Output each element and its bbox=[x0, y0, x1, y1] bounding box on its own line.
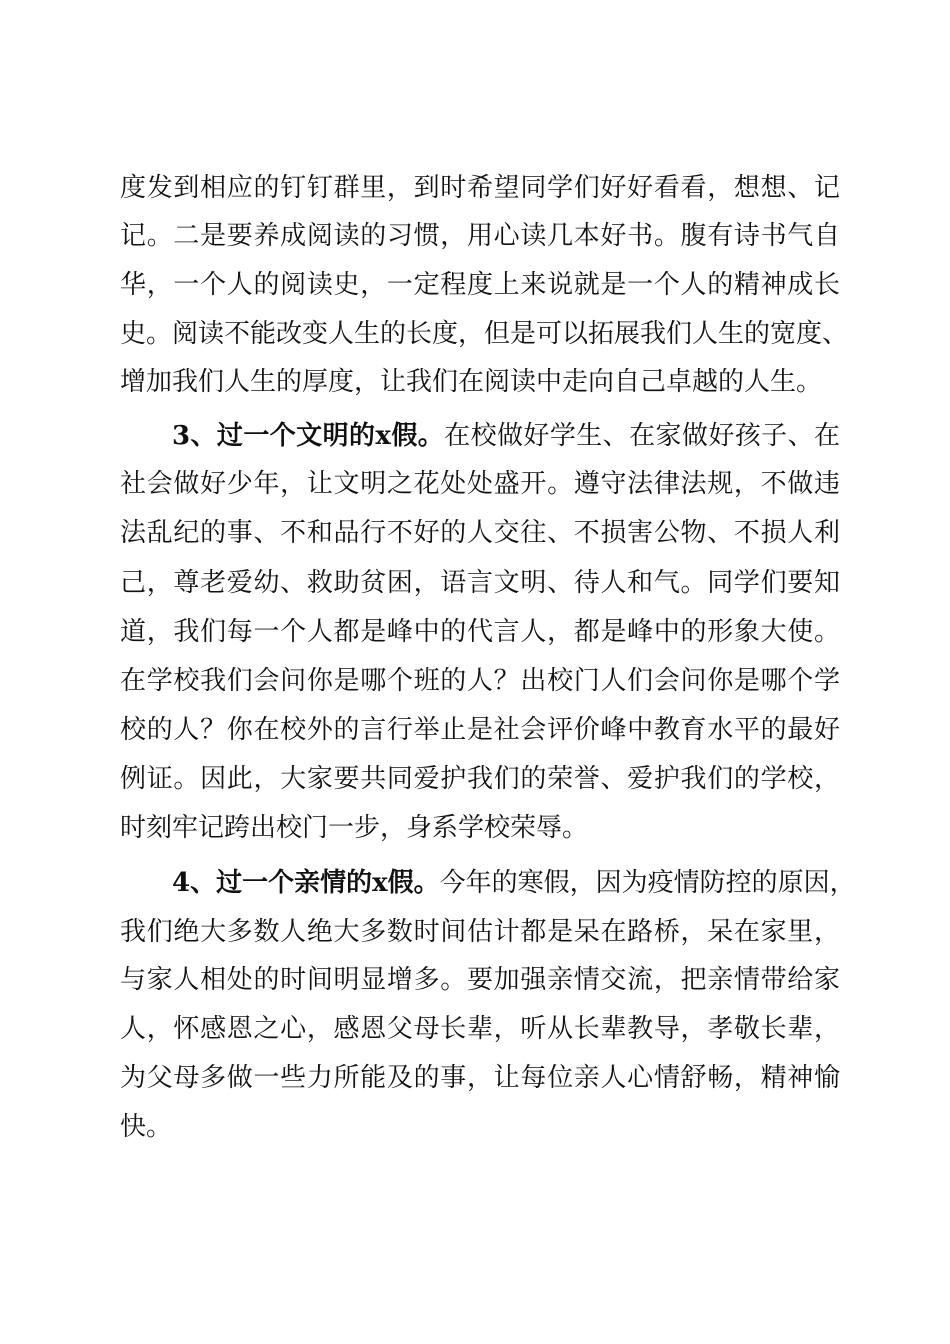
section-3-heading: 3、过一个文明的x假。 bbox=[172, 421, 445, 451]
section-3-first-line bbox=[172, 416, 840, 456]
paragraph-line: 为父母多做一些力所能及的事，让每位亲人心情舒畅，精神愉 bbox=[120, 1063, 840, 1093]
paragraph-line: 增加我们人生的厚度，让我们在阅读中走向自己卓越的人生。 bbox=[120, 367, 823, 397]
section-4-lead-text: 今年的寒假，因为疫情防控的原因， bbox=[439, 868, 856, 898]
paragraph-line: 人，怀感恩之心，感恩父母长辈，听从长辈教导，孝敬长辈， bbox=[120, 1014, 840, 1044]
section-4-heading: 4、过一个亲情的x假。 bbox=[172, 868, 440, 898]
paragraph-line: 华，一个人的阅读史，一定程度上来说就是一个人的精神成长 bbox=[120, 270, 840, 300]
paragraph-line: 道，我们每一个人都是峰中的代言人，都是峰中的形象大使。 bbox=[120, 617, 840, 647]
paragraph-line: 快。 bbox=[120, 1112, 173, 1142]
section-4-first-line bbox=[172, 863, 856, 903]
paragraph-line: 与家人相处的时间明显增多。要加强亲情交流，把亲情带给家 bbox=[120, 965, 840, 995]
section-3-lead-text: 在校做好学生、在家做好孩子、在 bbox=[444, 421, 840, 451]
paragraph-line: 记。二是要养成阅读的习惯，用心读几本好书。腹有诗书气自 bbox=[120, 221, 840, 251]
paragraph-line: 校的人？你在校外的言行举止是社会评价峰中教育水平的最好 bbox=[120, 715, 840, 745]
paragraph-line: 例证。因此，大家要共同爱护我们的荣誉、爱护我们的学校， bbox=[120, 764, 840, 794]
paragraph-line: 在学校我们会问你是哪个班的人？出校门人们会问你是哪个学 bbox=[120, 666, 840, 696]
paragraph-line: 我们绝大多数人绝大多数时间估计都是呆在路桥，呆在家里， bbox=[120, 917, 840, 947]
paragraph-line: 法乱纪的事、不和品行不好的人交往、不损害公物、不损人利 bbox=[120, 518, 840, 548]
paragraph-line: 社会做好少年，让文明之花处处盛开。遵守法律法规，不做违 bbox=[120, 469, 840, 499]
paragraph-line: 己，尊老爱幼、救助贫困，语言文明、待人和气。同学们要知 bbox=[120, 568, 840, 598]
paragraph-line: 度发到相应的钉钉群里，到时希望同学们好好看看，想想、记 bbox=[120, 173, 840, 203]
paragraph-line: 时刻牢记跨出校门一步，身系学校荣辱。 bbox=[120, 813, 589, 843]
paragraph-line: 史。阅读不能改变人生的长度，但是可以拓展我们人生的宽度、 bbox=[120, 319, 849, 349]
